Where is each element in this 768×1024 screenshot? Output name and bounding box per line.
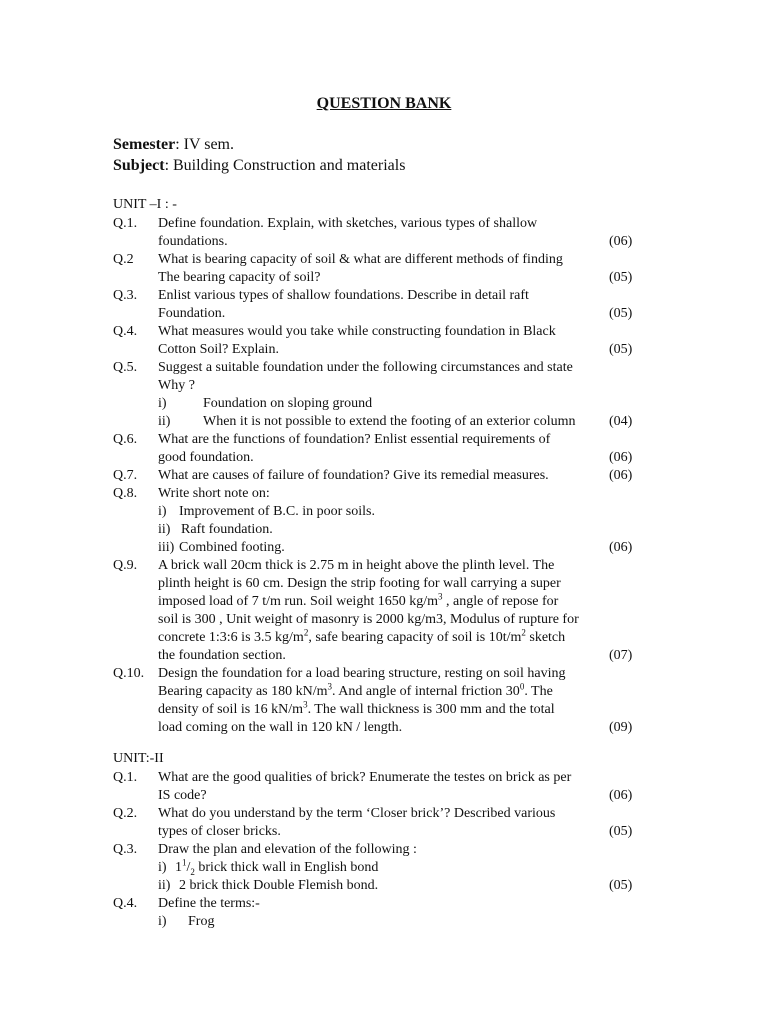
marks: (07) bbox=[609, 648, 633, 663]
question-line: Q.10. Design the foundation for a load bearing structure, resting on soil having bbox=[113, 666, 566, 681]
question-line: Q.3. Enlist various types of shallow foundations. Describe in detail raft bbox=[113, 288, 529, 303]
page-title: QUESTION BANK bbox=[316, 95, 452, 112]
question-line: Q.3. Draw the plan and elevation of the following : bbox=[113, 842, 417, 857]
marks: (09) bbox=[609, 720, 633, 735]
sub-item-line: ii) When it is not possible to extend the footing of an exterior column (04) bbox=[158, 414, 633, 429]
sub-item-line: i) Frog bbox=[158, 914, 215, 929]
marks: (05) bbox=[609, 824, 633, 839]
question-line: Q.4. Define the terms:- bbox=[113, 896, 260, 911]
question-line: soil is 300 , Unit weight of masonry is 2000 kg/m3, Modulus of rupture for bbox=[158, 612, 579, 627]
question-line: Q.2 What is bearing capacity of soil & what are different methods of finding bbox=[113, 252, 563, 267]
question-line: Q.8. Write short note on: bbox=[113, 486, 270, 501]
question-line: Q.2. What do you understand by the term ‘Closer brick’? Described various bbox=[113, 806, 556, 821]
question-line: foundations. (06) bbox=[158, 234, 633, 249]
marks: (06) bbox=[609, 468, 633, 483]
marks: (06) bbox=[609, 450, 633, 465]
question-line: The bearing capacity of soil? (05) bbox=[158, 270, 633, 285]
question-line: concrete 1:3:6 is 3.5 $kg/m^2$, safe bearing capacity of soil is $10t/m^2$ sketch bbox=[158, 627, 566, 645]
question-line: Q.4. What measures would you take while constructing foundation in Black bbox=[113, 324, 556, 339]
sub-item-line: i) Improvement of B.C. in poor soils. bbox=[158, 504, 375, 519]
question-line: Q.5. Suggest a suitable foundation under the following circumstances and state bbox=[113, 360, 573, 375]
question-line: Cotton Soil? Explain. (05) bbox=[158, 342, 633, 357]
sub-item-line: ii) 2 brick thick Double Flemish bond. (05) bbox=[158, 878, 633, 893]
question-line: IS code? (06) bbox=[158, 788, 633, 803]
marks: (06) bbox=[609, 788, 633, 803]
question-line: Q.7. What are causes of failure of foundation? Give its remedial measures. (06) bbox=[113, 468, 633, 483]
question-line: Q.9. A brick wall 20cm thick is 2.75 m in height above the plinth level. The bbox=[113, 558, 555, 573]
question-line: load coming on the wall in 120 kN / length. (09) bbox=[158, 720, 633, 735]
question-line: Why ? bbox=[158, 378, 195, 393]
question-line: Q.1. What are the good qualities of brick? Enumerate the testes on brick as per bbox=[113, 770, 572, 785]
unit-2-heading: UNIT:-II bbox=[113, 751, 164, 766]
sub-item-line: i) Foundation on sloping ground bbox=[158, 396, 373, 411]
marks: (05) bbox=[609, 342, 633, 357]
marks: (06) bbox=[609, 234, 633, 249]
question-line: plinth height is 60 cm. Design the strip footing for wall carrying a super bbox=[158, 576, 561, 591]
question-line: density of soil is 16 $kN/m^3$. The wall thickness is 300 mm and the total bbox=[158, 699, 555, 717]
marks: (05) bbox=[609, 306, 633, 321]
sub-item-line: i) $1^1/_2$ brick thick wall in English bond bbox=[158, 857, 379, 877]
marks: (04) bbox=[609, 414, 633, 429]
question-line: the foundation section. (07) bbox=[158, 648, 633, 663]
question-line: good foundation. (06) bbox=[158, 450, 633, 465]
sub-item-line: iii) Combined footing. (06) bbox=[158, 540, 633, 555]
question-line: Q.1. Define foundation. Explain, with sketches, various types of shallow bbox=[113, 216, 538, 231]
question-line: Bearing capacity as 180 $kN/m^3$. And angle of internal friction $30^0$. The bbox=[158, 681, 553, 699]
question-line: types of closer bricks. (05) bbox=[158, 824, 633, 839]
semester-line: Semester: IV sem. bbox=[113, 136, 234, 153]
marks: (06) bbox=[609, 540, 633, 555]
subject-line: Subject: Building Construction and materials bbox=[113, 157, 406, 174]
question-line: Q.6. What are the functions of foundation? Enlist essential requirements of bbox=[113, 432, 551, 447]
unit-1-heading: UNIT –I : - bbox=[113, 197, 177, 212]
marks: (05) bbox=[609, 878, 633, 893]
question-line: imposed load of 7 t/m run. Soil weight 1650 $kg/m^3$ , angle of repose for bbox=[158, 591, 559, 609]
marks: (05) bbox=[609, 270, 633, 285]
sub-item-line: ii) Raft foundation. bbox=[158, 522, 273, 537]
question-line: Foundation. (05) bbox=[158, 306, 633, 321]
